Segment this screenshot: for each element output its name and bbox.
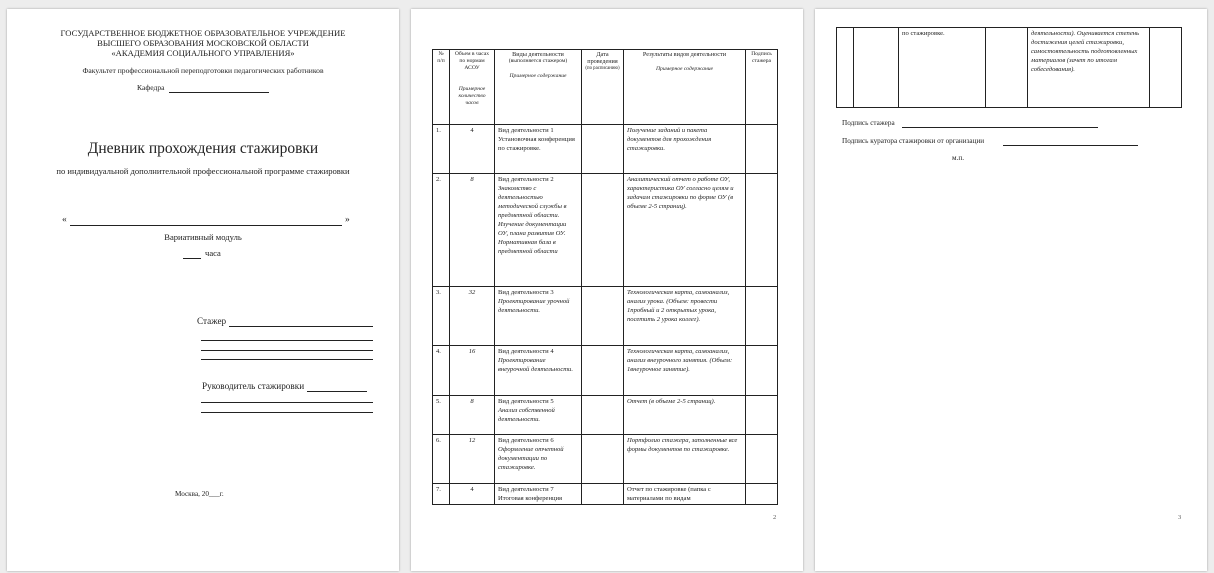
header-results: Результаты видов деятельности Примерное содержание [624,50,746,125]
table-header-row [433,50,778,125]
table-row: 4. 16 Вид деятельности 4 Проектирование внеурочной деятельности. Технологическая карта, самоанализ, анализ внеурочного занятия. (Объем: 1внеурочное занятие). [433,346,778,396]
supervisor-label: Руководитель стажировки [202,381,305,391]
header-sign: Подпись стажера [746,50,778,125]
header-activity: Виды деятельности (выполняется стажером) Примерное содержание [495,50,582,125]
supervisor-line-1 [307,391,367,392]
hours-underline [183,258,201,259]
page-number: 2 [773,514,777,521]
trainee-line-4 [201,359,373,360]
header-line-2: ВЫСШЕГО ОБРАЗОВАНИЯ МОСКОВСКОЙ ОБЛАСТИ [97,38,309,48]
sign-trainee: Подпись стажера [842,119,895,127]
department-line [169,92,269,93]
trainee-line-1 [229,326,373,327]
hours-text: часа [205,248,221,258]
department-label [137,83,165,92]
table-row: 6. 12 Вид деятельности 6 Оформление отчетной документации по стажировке. Портфолио стажера, заполненные все формы документов по стажировке. [433,435,778,484]
page-1 [7,9,399,571]
activity-table-continued [836,27,1182,108]
sign-trainee-line [902,127,1098,128]
institution-header [7,28,399,58]
page-3 [815,9,1207,571]
header-date: Дата проведения (по расписанию) [582,50,624,125]
program-name-line [62,215,352,225]
stamp-label: м.п. [952,154,964,162]
header-num: № п/п [433,50,450,125]
table-row: по стажировке. деятельности). Оценивается степень достижения целей стажировки, самостоятельность подготовленных материалов (зачет по итогам собеседования). [837,28,1182,108]
page-title: Дневник прохождения стажировки [87,140,319,157]
activity-table [432,49,778,505]
program-name-underline [70,225,342,226]
department-text: Кафедра [137,83,165,92]
table-row: 7. 4 Вид деятельности 7 Итоговая конференция Отчет по стажировке (папка с материалами по видам [433,484,778,505]
table-row: 1. 4 Вид деятельности 1 Установочная конференция по стажировке. Получение заданий и пакета документов для прохождения стажировки. [433,125,778,174]
sign-curator-line [1003,145,1138,146]
faculty: Факультет профессиональной переподготовки педагогических работников [82,66,324,75]
sign-curator: Подпись куратора стажировки от организации [842,137,985,145]
page-subtitle: по индивидуальной дополнительной профессиональной программе стажировки [56,166,350,176]
header-line-1: ГОСУДАРСТВЕННОЕ БЮДЖЕТНОЕ ОБРАЗОВАТЕЛЬНОЕ УЧРЕЖДЕНИЕ [60,28,346,38]
header-hours: Объем в часах по нормам АСОУ Примерное количество часов [450,50,495,125]
module-label: Вариативный модуль [164,232,242,242]
table-row: 2. 8 Вид деятельности 2 Знакомство с деятельностью методической службы в предметной области. Изучение документации ОУ, плана развития ОУ. Нормативная база в предметной области Аналитический отчет о работе ОУ, характеристика ОУ согласно целям и задачам стажировки по форме ОУ (в объеме 2-5 страниц). [433,174,778,287]
trainee-line-2 [201,340,373,341]
city-year: Москва, 20___г. [175,490,224,498]
page-2 [411,9,803,571]
trainee-label: Стажер [197,316,227,326]
table-row: 5. 8 Вид деятельности 5 Анализ собственной деятельности. Отчет (в объеме 2-5 страниц). [433,396,778,435]
table-row: 3. 32 Вид деятельности 3 Проектирование урочной деятельности. Технологическая карта, самоанализ, анализ урока. (Объем: провести 1пробный и 2 открытых урока, посетить 2 урока коллег). [433,287,778,346]
quote-open: « [62,215,67,225]
header-line-3: «АКАДЕМИЯ СОЦИАЛЬНОГО УПРАВЛЕНИЯ» [111,48,295,58]
hours-label [183,248,221,258]
supervisor-line-3 [201,412,373,413]
supervisor-line-2 [201,402,373,403]
quote-close: » [345,215,350,225]
trainee-line-3 [201,350,373,351]
page-number: 3 [1178,514,1182,521]
